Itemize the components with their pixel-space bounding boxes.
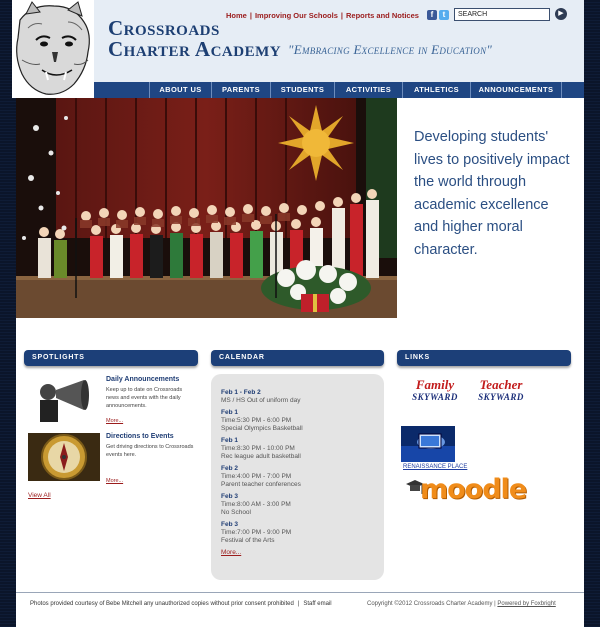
copyright: Copyright ©2012 Crossroads Charter Academy — [367, 601, 493, 607]
search-go-button[interactable]: ▶ — [555, 8, 567, 20]
event-title: Parent teacher conferences — [221, 481, 301, 488]
hero-photo — [16, 98, 397, 318]
reports-notices-link[interactable]: Reports and Notices — [346, 11, 419, 20]
calendar-event[interactable] — [221, 437, 381, 461]
calendar-heading: CALENDAR — [211, 350, 384, 366]
separator: | — [249, 11, 252, 20]
powered-by-link[interactable]: Powered by Foxbright — [497, 601, 556, 607]
event-title: No School — [221, 509, 251, 516]
calendar-panel — [211, 374, 384, 580]
home-link[interactable]: Home — [226, 11, 247, 20]
facebook-icon[interactable]: f — [427, 10, 437, 20]
separator: | — [340, 11, 343, 20]
school-name-line1: Crossroads — [108, 16, 220, 40]
school-motto: "Embracing Excellence in Education" — [288, 42, 493, 57]
event-time: Time:7:00 PM - 9:00 PM — [221, 529, 292, 536]
site-header — [16, 0, 584, 82]
staff-email-link[interactable]: Staff email — [303, 601, 332, 607]
event-time: Time:5:30 PM - 6:00 PM — [221, 417, 292, 424]
view-all-link[interactable]: View All — [28, 492, 51, 499]
calendar-event[interactable] — [221, 493, 381, 517]
event-title: Special Olympics Basketball — [221, 425, 303, 432]
nav-announcements[interactable]: ANNOUNCEMENTS — [470, 82, 562, 98]
event-time: Time:4:00 PM - 7:00 PM — [221, 473, 292, 480]
calendar-event[interactable] — [221, 465, 381, 489]
family-skyward-label: Family — [415, 377, 455, 392]
footer-divider — [16, 592, 584, 593]
event-date: Feb 1 — [221, 409, 238, 416]
nav-parents[interactable]: PARENTS — [211, 82, 270, 98]
improving-schools-link[interactable]: Improving Our Schools — [254, 11, 338, 20]
event-date: Feb 3 — [221, 493, 238, 500]
nav-athletics[interactable]: ATHLETICS — [402, 82, 470, 98]
skyward-label: SKYWARD — [478, 392, 524, 402]
teacher-skyward-link[interactable] — [468, 378, 534, 403]
school-name-line2: Charter Academy — [108, 37, 282, 61]
family-skyward-link[interactable] — [404, 378, 466, 403]
teacher-skyward-label: Teacher — [479, 377, 523, 392]
hero-tagline: Developing students' lives to positively impact the world through academic excellence and higher moral character. — [414, 129, 570, 258]
spotlights-heading: SPOTLIGHTS — [24, 350, 198, 366]
separator: | — [297, 601, 300, 607]
event-time: Time:8:00 AM - 3:00 PM — [221, 501, 291, 508]
event-time: Time:8:30 PM - 10:00 PM — [221, 445, 295, 452]
calendar-more-link[interactable]: More... — [221, 549, 242, 556]
main-nav — [16, 82, 584, 98]
event-date: Feb 1 — [221, 437, 238, 444]
event-title: Festival of the Arts — [221, 537, 275, 544]
social-links — [427, 10, 449, 20]
photo-credit: Photos provided courtesy of Bebe Mitchell any unauthorized copies without prior consent prohibited — [30, 601, 294, 607]
spotlight-title[interactable]: Daily Announcements — [106, 376, 180, 383]
page — [16, 0, 584, 627]
nav-activities[interactable]: ACTIVITIES — [334, 82, 402, 98]
megaphone-photo[interactable] — [28, 376, 100, 424]
spotlight-item-announcements — [28, 376, 202, 428]
footer-right: Copyright ©2012 Crossroads Charter Academy | Powered by Foxbright — [367, 601, 556, 607]
calendar-event[interactable] — [221, 409, 381, 433]
twitter-icon[interactable]: t — [439, 10, 449, 20]
moodle-logo-text: moodle — [420, 474, 527, 505]
spotlight-description: Keep up to date on Crossroads news and events with the daily announcements. — [106, 387, 183, 409]
footer-left — [30, 601, 332, 607]
school-name[interactable] — [108, 18, 281, 60]
spotlight-more-link[interactable]: More... — [106, 418, 124, 424]
renaissance-place-link[interactable]: RENAISSANCE PLACE — [403, 464, 468, 470]
compass-photo[interactable] — [28, 433, 100, 481]
spotlight-title[interactable]: Directions to Events — [106, 433, 174, 440]
event-title: Rec league adult basketball — [221, 453, 301, 460]
event-date: Feb 2 — [221, 465, 238, 472]
spotlight-item-directions — [28, 433, 202, 485]
links-heading: LINKS — [397, 350, 571, 366]
skyward-label: SKYWARD — [412, 392, 458, 402]
search-input[interactable] — [454, 8, 550, 21]
nav-students[interactable]: STUDENTS — [270, 82, 334, 98]
renaissance-place-image[interactable] — [401, 426, 455, 462]
cougar-logo[interactable] — [12, 0, 94, 98]
spotlight-more-link[interactable]: More... — [106, 478, 124, 484]
top-links — [226, 11, 419, 20]
calendar-event[interactable] — [221, 521, 381, 545]
spotlight-description: Get driving directions to Crossroads events here. — [106, 444, 194, 458]
event-title: MS / HS Out of uniform day — [221, 397, 301, 404]
event-date: Feb 1 - Feb 2 — [221, 389, 261, 396]
nav-about-us[interactable]: ABOUT US — [149, 82, 211, 98]
calendar-event[interactable] — [221, 389, 381, 405]
event-date: Feb 3 — [221, 521, 238, 528]
